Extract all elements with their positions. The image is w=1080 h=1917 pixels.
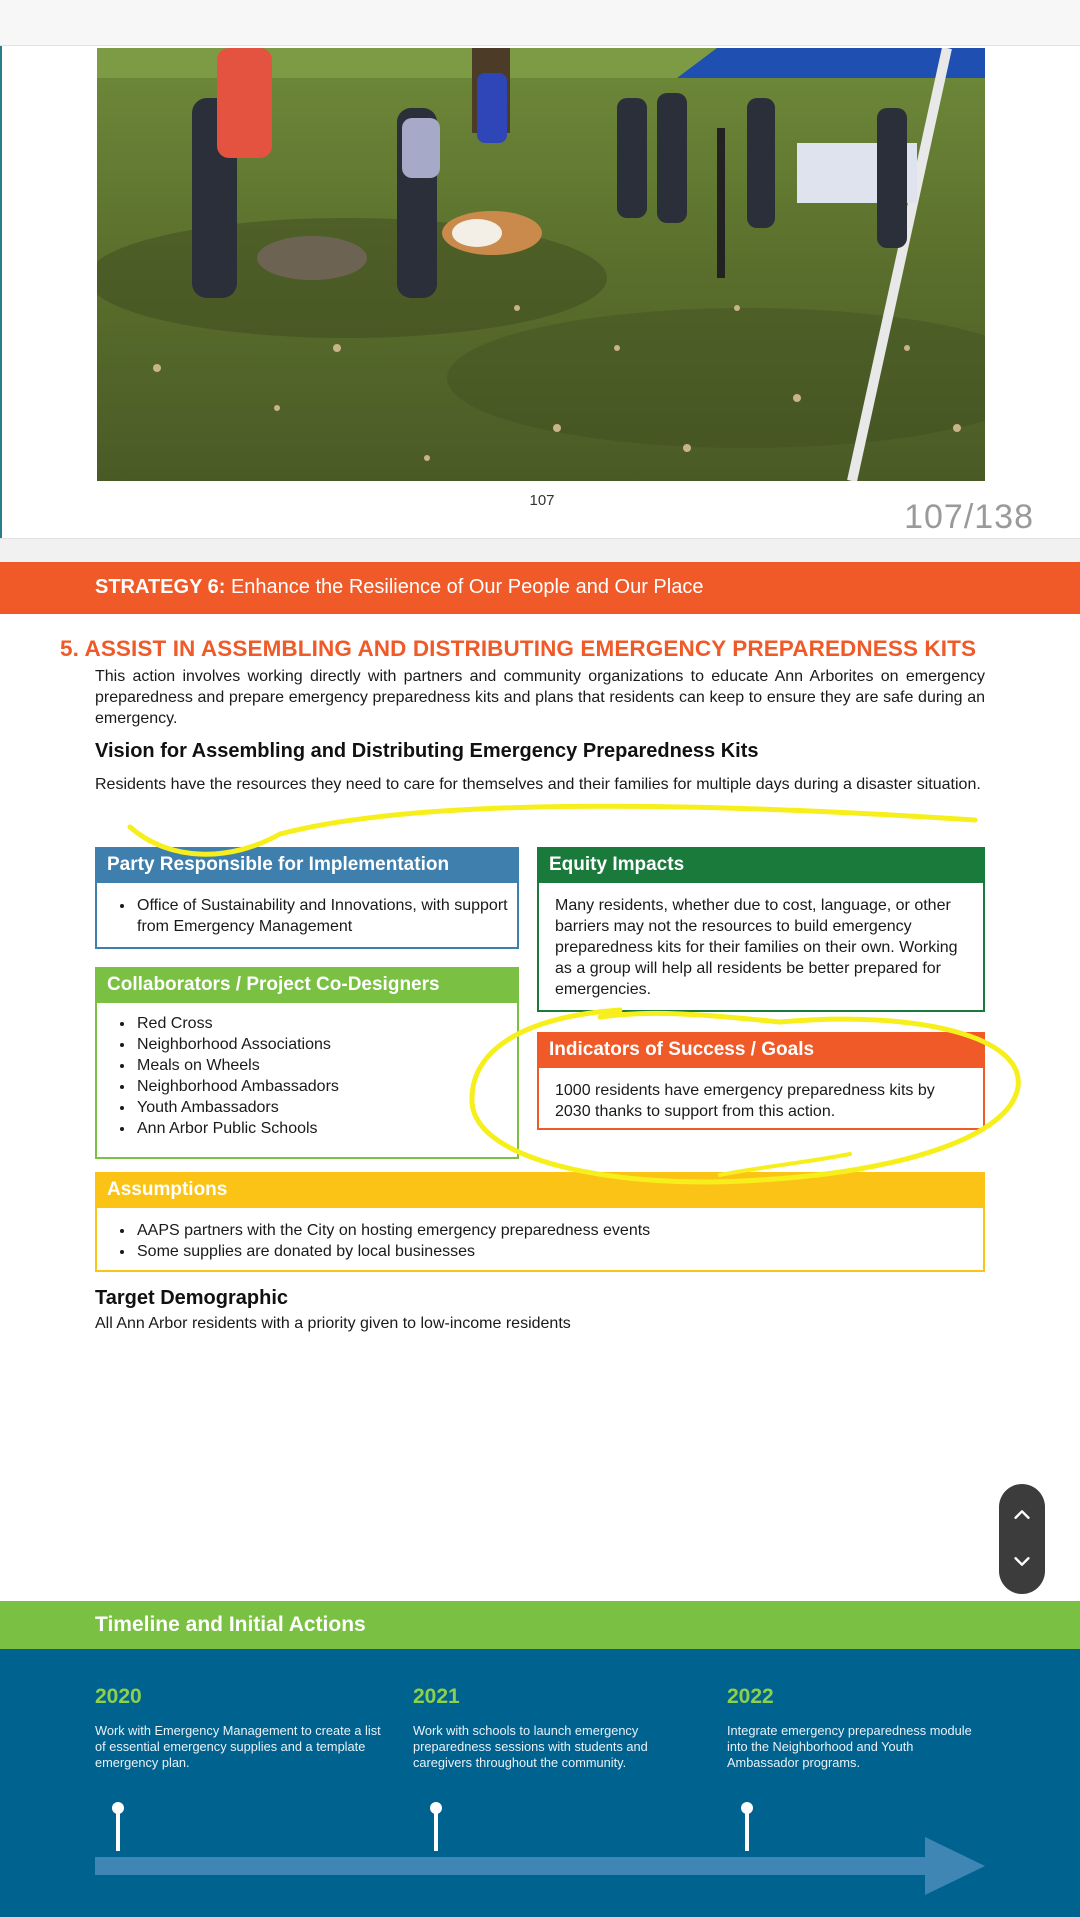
page-scroll-control [999,1484,1045,1594]
party-responsible-box [95,847,519,949]
assumptions-header: Assumptions [95,1172,985,1208]
pdf-page-107 [0,46,1080,538]
action-description: This action involves working directly with partners and community organizations to educate Ann Arborites on emergency preparedness and prepare emergency preparedness kits and plans that residents can keep to ensure they are safe during an emergency. [95,668,985,727]
assumption-item: • Some supplies are donated by local businesses [135,1241,977,1262]
collaborator-item: • Red Cross [135,1013,511,1034]
indicators-text: 1000 residents have emergency preparedness kits by 2030 thanks to support from this action. [555,1082,935,1120]
chevron-up-icon[interactable] [999,1490,1045,1540]
collaborators-header: Collaborators / Project Co-Designers [95,967,519,1003]
strategy-label: STRATEGY 6: [95,576,226,598]
strategy-text: Enhance the Resilience of Our People and Our Place [225,576,704,598]
timeline-entry-2022 [727,1685,977,1771]
timeline-text: Integrate emergency preparedness module into the Neighborhood and Youth Ambassador programs. [727,1723,972,1770]
community-event-photo [97,48,985,481]
page-footer-number: 107 [529,492,555,509]
vision-title: Vision for Assembling and Distributing Emergency Preparedness Kits [95,740,759,762]
timeline-year: 2021 [413,1685,460,1708]
timeline-year: 2020 [95,1685,142,1708]
assumption-item: • AAPS partners with the City on hosting emergency preparedness events [135,1220,977,1241]
target-demographic-title: Target Demographic [95,1287,288,1309]
equity-impacts-text: Many residents, whether due to cost, language, or other barriers may not the resources to build emergency preparedness kits for their families on their own. Working as a group will help all residents be better prepared for emergencies. [555,897,958,998]
timeline-entry-2020 [95,1685,385,1771]
chevron-down-icon[interactable] [999,1536,1045,1586]
target-demographic-text: All Ann Arbor residents with a priority given to low-income residents [95,1315,571,1332]
indicators-box [537,1032,985,1130]
timeline-entry-2021 [413,1685,688,1771]
timeline-header: Timeline and Initial Actions [0,1601,1080,1649]
collaborator-item: • Neighborhood Associations [135,1034,511,1055]
timeline-year: 2022 [727,1685,774,1708]
action-title: 5. ASSIST IN ASSEMBLING AND DISTRIBUTING EMERGENCY PREPAREDNESS KITS [60,636,977,661]
party-item: • Office of Sustainability and Innovations, with support from Emergency Management [135,895,511,937]
collaborator-item: • Youth Ambassadors [135,1097,511,1118]
timeline-arrow [95,1835,985,1895]
timeline-section [0,1649,1080,1917]
equity-impacts-header: Equity Impacts [537,847,985,883]
party-responsible-header: Party Responsible for Implementation [95,847,519,883]
page-separator [0,538,1080,562]
vision-text: Residents have the resources they need to care for themselves and their families for multiple days during a disaster situation. [95,776,981,793]
timeline-text: Work with Emergency Management to create a list of essential emergency supplies and a template emergency plan. [95,1723,381,1770]
collaborators-box [95,967,519,1159]
collaborator-item: • Ann Arbor Public Schools [135,1118,511,1139]
collaborator-item: • Neighborhood Ambassadors [135,1076,511,1097]
collaborator-item: • Meals on Wheels [135,1055,511,1076]
indicators-header: Indicators of Success / Goals [537,1032,985,1068]
page-counter: 107/138 [904,498,1034,536]
strategy-banner [0,562,1080,614]
assumptions-box [95,1172,985,1272]
viewer-toolbar-strip [0,0,1080,46]
timeline-text: Work with schools to launch emergency preparedness sessions with students and caregivers throughout the community. [413,1723,648,1770]
equity-impacts-box [537,847,985,1012]
pdf-page-108 [0,562,1080,1917]
